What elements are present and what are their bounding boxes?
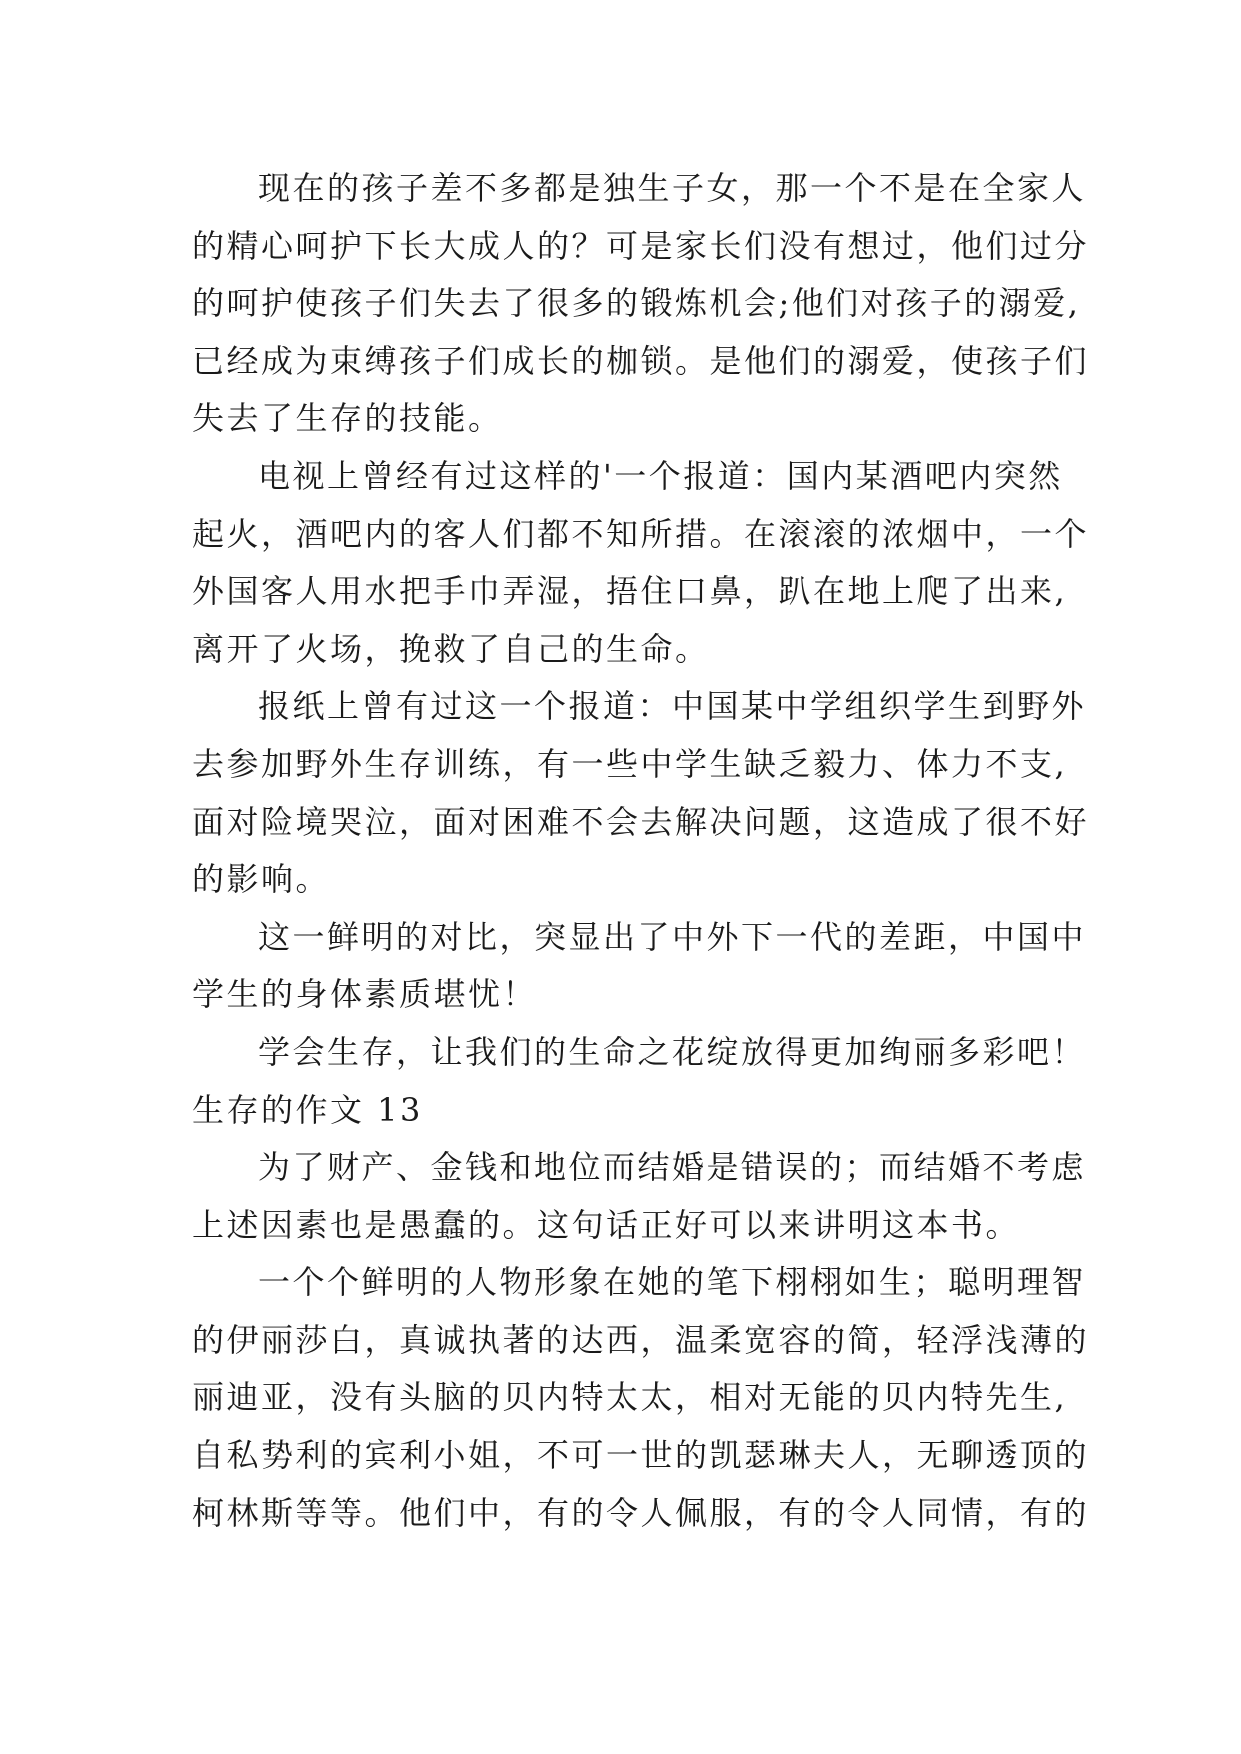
paragraph-only-child: 现在的孩子差不多都是独生子女，那一个不是在全家人的精心呵护下长大成人的？可是家长们没有想过，他们过分的呵护使孩子们失去了很多的锻炼机会;他们对孩子的溺爱,已经成为束缚孩子们成长的枷锁。是他们的溺爱，使孩子们失去了生存的技能。 — [192, 169, 1090, 438]
paragraph-characters: 一个个鲜明的人物形象在她的笔下栩栩如生；聪明理智的伊丽莎白，真诚执著的达西，温柔宽容的简，轻浮浅薄的丽迪亚，没有头脑的贝内特太太，相对无能的贝内特先生,自私势利的宾利小姐，不可一世的凯瑟琳夫人，无聊透顶的柯林斯等等。他们中，有的令人佩服，有的令人同情，有的 — [192, 1263, 1090, 1532]
section-title: 生存的作文 13 — [192, 1090, 423, 1129]
paragraph-tv-report: 电视上曾经有过这样的'一个报道：国内某酒吧内突然起火，酒吧内的客人们都不知所措。在滚滚的浓烟中，一个外国客人用水把手巾弄湿，捂住口鼻，趴在地上爬了出来,离开了火场，挽救了自己的生命。 — [192, 456, 1090, 668]
paragraph-conclusion: 学会生存，让我们的生命之花绽放得更加绚丽多彩吧！ — [258, 1032, 1087, 1071]
paragraph-contrast: 这一鲜明的对比，突显出了中外下一代的差距，中国中学生的身体素质堪忧！ — [192, 917, 1087, 1014]
document-body — [192, 160, 1092, 1542]
paragraph-newspaper-report: 报纸上曾有过这一个报道：中国某中学组织学生到野外去参加野外生存训练，有一些中学生缺乏毅力、体力不支,面对险境哭泣，面对困难不会去解决问题，这造成了很不好的影响。 — [192, 687, 1090, 899]
paragraph-marriage-quote: 为了财产、金钱和地位而结婚是错误的；而结婚不考虑上述因素也是愚蠢的。这句话正好可以来讲明这本书。 — [192, 1148, 1087, 1244]
